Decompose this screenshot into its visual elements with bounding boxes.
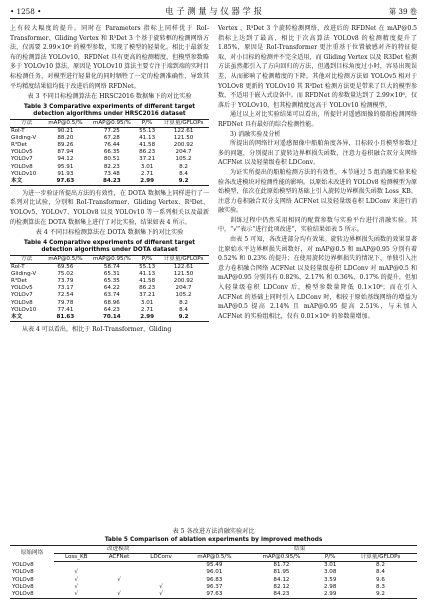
table-cell: 121.50 — [173, 271, 194, 278]
table-cell: 72.54 — [57, 292, 74, 299]
table-cell: 41.58 — [139, 142, 156, 149]
table-cell: YOLOv8 — [12, 562, 34, 569]
table3-caption-en: Table 3 Comparative experiments of different target detection algorithms under HRSC2016 dataset — [23, 103, 196, 118]
right-paragraph-3: 所提出的网络针对遥感图像中船舶角度各异，目标较小且模型参数过多的问题，分别提出了旋转边界框损失函数，注意力卷积融合双分支网络 ACFNet 以及轻量级卷积 LDConv。 — [218, 140, 417, 167]
table5-header-cell: LDConv — [140, 554, 183, 562]
table-cell: 81.72 — [273, 562, 290, 569]
left-paragraph-2: 为进一步验证所提出方法的有效性，在 DOTA 数据集上同样进行了一系列对比试验，分别和 RoI-Transformer、Gliding Vertex、R³Det、YOLOv5、YOLOv7、YOLOv8 以及 YOLOv10 等一系列相关以及最新的检测算法在 DOTA 数据集上进行了对比实验，结果如表 4 所示。 — [10, 189, 209, 226]
table-cell: YOLOv8 — [12, 590, 34, 597]
table-cell: 66.35 — [103, 149, 120, 156]
table-cell: √ — [159, 583, 163, 590]
table-cell: 75.02 — [57, 271, 74, 278]
table-cell: 58.74 — [103, 264, 120, 271]
table5-caption-en: Table 5 Comparison of ablation experiments by improved methods — [104, 536, 323, 543]
table-cell: 37.21 — [139, 156, 156, 163]
table-cell — [98, 584, 139, 591]
table-cell: 65.35 — [103, 278, 120, 285]
table-cell: RoI-T — [11, 128, 25, 135]
table5-group-row — [10, 546, 417, 554]
table-cell: 8.2 — [179, 163, 188, 170]
table-row — [10, 171, 209, 178]
table-cell: 8.2 — [179, 299, 188, 306]
table4-header-cell: 方法 — [10, 255, 43, 263]
table-cell: 90.21 — [57, 128, 74, 135]
table-row — [10, 285, 209, 292]
table-cell: YOLOv8 — [12, 569, 34, 576]
table-cell: 64.22 — [103, 285, 120, 292]
table5-group-result: 结果 — [182, 546, 417, 554]
table5-header-cell: mAP@0.5/% — [182, 554, 246, 562]
table-cell: 80.51 — [103, 156, 120, 163]
table-cell: 81.95 — [273, 569, 290, 576]
table-cell: YOLOv10 — [11, 170, 37, 177]
table-cell: 3.01 — [140, 299, 154, 306]
table-cell: R³Det — [11, 278, 28, 285]
table-cell: 67.28 — [103, 135, 120, 142]
table-cell: 121.50 — [173, 135, 194, 142]
left-paragraph-3: 从表 4 可以看出，相比于 RoI-Transformer、Gliding — [22, 325, 172, 333]
table-row — [10, 142, 209, 149]
table-cell: Gliding-V — [11, 135, 37, 142]
table-cell: 122.61 — [173, 264, 194, 271]
table-row — [10, 264, 209, 272]
table-cell: 84.12 — [273, 576, 290, 583]
header-rule — [10, 18, 417, 19]
table-cell: 88.20 — [57, 135, 74, 142]
table-cell: 97.63 — [206, 590, 223, 597]
table-cell: 8.4 — [179, 306, 188, 313]
table-cell: YOLOv8 — [12, 583, 34, 590]
table3-header-cell: 方法 — [10, 119, 43, 127]
table5-caption-cn: 表 5 各改进方法消融实验对比 — [172, 528, 255, 535]
table-cell: √ — [159, 590, 163, 597]
section-heading-ablation: 3) 消融实验及分析 — [230, 130, 281, 138]
table-cell: YOLOv8 — [11, 163, 33, 170]
table-cell: 2.99 — [140, 177, 155, 184]
table-cell: 2.99 — [323, 590, 337, 597]
table-row — [10, 128, 209, 136]
table-cell: √ — [74, 576, 79, 583]
right-column — [218, 24, 417, 321]
left-paragraph-1: 上有较大幅度的提升。同时在 Parameters 指标上同样优于 RoI-Transformer、Gliding Vertex 和 R³Det 3 个基于旋转框的检测网络方法，仅需要 2.99×10⁶ 的模型参数，实现了模型的轻量化。相比于最新发布的检测算法 YOLOv10，RFDNet 具有更高的检测精度，但模型参数略多于 YOLOv10 算法，原因是 YOLOv10 算法主要专注于端到端的实时目标检测任务，对模型进行轻量化的同时牺牲了一定的检测准确性，导致其平均精度结果值均低于改进后的网络 RFDNet。 — [10, 25, 209, 90]
left-column — [10, 24, 209, 334]
table-row — [10, 591, 417, 599]
table-row — [10, 178, 209, 186]
table-cell: 84.23 — [273, 590, 290, 597]
table-cell: 2.99 — [140, 313, 155, 320]
table-cell: 73.48 — [103, 170, 120, 177]
table-cell: 2.71 — [140, 306, 154, 313]
table-cell: 8.4 — [376, 569, 385, 576]
table-cell: 69.56 — [57, 264, 74, 271]
table3-caption-cn: 表 3 不同目标检测算法在 HRSC2016 数据集下的对比实验 — [27, 93, 192, 101]
table3-header-cell: P/% — [136, 119, 158, 127]
table-cell: 96.37 — [206, 583, 223, 590]
table-cell: 105.2 — [175, 292, 192, 299]
table-cell: √ — [117, 576, 121, 583]
table-cell: 84.23 — [102, 177, 121, 184]
volume-label: 第 39 卷 — [388, 7, 417, 16]
table-cell: 200.92 — [173, 278, 194, 285]
table-cell: 3.01 — [323, 562, 337, 569]
table-cell: 41.13 — [139, 271, 156, 278]
table-cell: 97.63 — [56, 177, 75, 184]
journal-title: 电 子 测 量 与 仪 器 学 报 — [165, 6, 262, 16]
table-cell: 96.83 — [206, 576, 223, 583]
table3-header-row — [10, 119, 209, 127]
right-paragraph-4: 为证实所提出的船舶检测方法的有效性，本节通过 5 组消融实验来检验各改进模块对检测性能的影响。以原始未改进的 YOLOv8 检测模型为原始模型，依次在此原始模型的基础上引入旋转边界框损失函数 Loss_KB，注意力卷积融合双分支网络 ACFNet 以及轻量级卷积 LDConv 来进行消融实验。 — [218, 168, 417, 215]
table-cell: 64.23 — [103, 306, 120, 313]
table-cell: YOLOv5 — [11, 149, 33, 156]
table-cell: 73.17 — [57, 285, 74, 292]
table-cell: 204.7 — [175, 149, 192, 156]
table5-header-cell: P/% — [316, 554, 344, 562]
table-cell: 76.44 — [103, 142, 120, 149]
table-cell: 95.91 — [57, 163, 74, 170]
table5-block — [10, 528, 417, 599]
table-cell: 122.61 — [173, 128, 194, 135]
table-cell: 82.12 — [273, 583, 290, 590]
table-row — [10, 149, 209, 156]
table4-header-row — [10, 255, 209, 263]
table-cell: 73.79 — [57, 278, 74, 285]
table4-header-cell: mAP@0.5/% — [43, 255, 87, 263]
table-cell: 95.49 — [206, 562, 223, 569]
table-cell: 41.58 — [139, 278, 156, 285]
table-cell: 本文 — [11, 177, 23, 184]
table-cell — [140, 577, 183, 584]
table-cell: 70.14 — [102, 313, 121, 320]
table-cell: 3.59 — [323, 576, 337, 583]
table-cell: YOLOv7 — [11, 156, 33, 163]
table-cell: √ — [117, 590, 121, 597]
table-cell: √ — [74, 590, 79, 597]
table-cell: YOLOv8 — [11, 299, 33, 306]
table-row — [10, 271, 209, 278]
table3 — [10, 119, 209, 186]
table-cell: 本文 — [11, 313, 23, 320]
table-row — [10, 577, 417, 584]
table-cell: 79.78 — [57, 299, 74, 306]
table4-caption-cn: 表 4 不同目标检测算法在 DOTA 数据集下的对比实验 — [35, 229, 184, 237]
table4-header-cell: 计算量/GFLOPs — [158, 255, 209, 263]
table-cell: 68.96 — [103, 299, 120, 306]
table-cell: YOLOv7 — [11, 292, 33, 299]
table-row — [10, 278, 209, 285]
table5-header-cell: ACFNet — [98, 554, 139, 562]
table-cell: 3.01 — [140, 163, 154, 170]
table-cell: 81.63 — [56, 313, 75, 320]
table-row — [10, 300, 209, 307]
right-paragraph-5: 训练过程中仍然采用相同的配置参数与实验平台进行消融实验。其中，“√”表示“进行此项改进”，实验结果如表 5 所示。 — [218, 216, 417, 234]
table-cell: 55.13 — [139, 128, 156, 135]
table-cell: 89.26 — [57, 142, 74, 149]
table3-header-cell: 计算量/GFLOPs — [158, 119, 209, 127]
table-cell: RoI-T — [11, 264, 25, 271]
table5-header-base: 原始网络 — [20, 550, 44, 557]
table-row — [10, 164, 209, 171]
table-cell: √ — [74, 583, 79, 590]
right-paragraph-1: Vertex 、R³Det 3 个旋转检测网络，改进后的 RFDNet 在 mAP@0.5 指标上达到了最高，相比于次高算法 YOLOv8 的检测精度提升了 1.85%，原因是 RoI-Transformer 更注重基于位置敏感对齐的特征提取，对小目标的检测并不完全适用，而 Gliding Vertex 以及 R3Det 检测方法虽然都引入了方向回归的方法，但遇到目标角度过小时，容易出现误差，从而影响了检测精度的下降。其他对比检测方法如 YOLOv5 相对于 YOLOv8 更新的 YOLOv10 其 R³Det 检测方法更是带来了巨大的模型参数，不适用于嵌入式设备中。而 RFDNet 的参数量达到了 2.99×10⁶，仅落后于 YOLOv10，但其检测精度远高于 YOLOv10 检测模型。 — [218, 25, 417, 109]
table4-caption-en: Table 4 Comparative experiments of different target detection algorithms under DOTA dataset — [23, 239, 196, 254]
table-cell: 82.23 — [103, 163, 120, 170]
table-row — [10, 584, 417, 591]
table5-header-row — [10, 554, 417, 562]
table5-header-cell: Loss_KB — [54, 554, 98, 562]
table-cell: 2.71 — [140, 170, 154, 177]
table-cell — [98, 562, 139, 570]
table-cell: 3.08 — [323, 569, 337, 576]
table3-header-cell: mAP@0.95/% — [88, 119, 137, 127]
table-cell: 37.21 — [139, 292, 156, 299]
table-cell: 9.6 — [376, 576, 385, 583]
table-cell: 86.23 — [139, 149, 156, 156]
table4 — [10, 255, 209, 322]
table-cell: 105.2 — [175, 156, 192, 163]
right-paragraph-6: 由表 5 可知，各改进部分均有效果。旋转边界框损失函数的效果显著比原始水平边界框损失函数好，对 mAP@0.5 和 mAP@0.95 分别有着 0.52% 和 0.23% 的提升；在使用旋转边界框损失的情况下，单独引入注意力卷积融合网络 ACFNet 以及轻量级卷积 LDConv 对 mAP@0.5 和 mAP@0.95 分别具有 0.82%、2.17% 和 0.36%、0.17% 的提升，但加入轻量级卷积 LDConv 后，模型参数量降低 0.1×10⁶；而在引入 ACFNet 的基础上同时引入 LDConv 时，相较于原始基线网络的增益为 mAP@0.5 提高 2.14% 且 mAP@0.95 提高 2.51%，与未加入 ACFNet 的实验组相比，仅有 0.01×10⁶ 的参数量增加。 — [218, 236, 417, 320]
table-cell: 86.23 — [139, 285, 156, 292]
table4-header-cell: P/% — [136, 255, 158, 263]
table-cell: 8.3 — [376, 583, 385, 590]
table5-header-cell: 计算量/GFLOPs — [344, 554, 417, 562]
right-paragraph-2: 通过以上对比实验结果可以看出，所提针对遥感图像的船舶检测网络 RFDNet 具有最好的综合检测性能。 — [218, 111, 417, 128]
table3-header-cell: mAP@0.5/% — [43, 119, 87, 127]
table-cell: 9.2 — [178, 313, 189, 320]
table-cell: 8.4 — [179, 170, 188, 177]
table-row — [10, 307, 209, 314]
table-cell: 77.41 — [57, 306, 74, 313]
table-cell: 41.13 — [139, 135, 156, 142]
table-row — [10, 292, 209, 299]
table-cell: √ — [74, 569, 79, 576]
table-cell: 91.93 — [57, 170, 74, 177]
running-header — [10, 4, 417, 18]
table-cell — [140, 562, 183, 570]
table-cell: 87.94 — [57, 149, 74, 156]
table5-header-cell: mAP@0.95/% — [246, 554, 316, 562]
page-number: • 1258 • — [10, 7, 42, 16]
table-cell: 9.2 — [376, 590, 385, 597]
table-cell: 204.7 — [175, 285, 192, 292]
table-cell: 96.01 — [206, 569, 223, 576]
table-cell: YOLOv10 — [11, 306, 37, 313]
table5 — [10, 545, 417, 599]
table-cell: Gliding-V — [11, 271, 37, 278]
table4-header-cell: mAP@0.95/% — [88, 255, 137, 263]
table-cell: 2.98 — [323, 583, 337, 590]
table-cell — [98, 569, 139, 576]
table-cell: 63.74 — [103, 292, 120, 299]
table-cell: 94.12 — [57, 156, 74, 163]
table-cell: 65.31 — [103, 271, 120, 278]
table-cell: 8.2 — [376, 562, 385, 569]
table-cell — [140, 569, 183, 576]
table-row — [10, 562, 417, 570]
table-row — [10, 156, 209, 163]
table-row — [10, 314, 209, 322]
table-cell: YOLOv5 — [11, 285, 33, 292]
table-cell: YOLOv8 — [12, 576, 34, 583]
table-row — [10, 569, 417, 576]
table-row — [10, 135, 209, 142]
table-cell: 9.2 — [178, 177, 189, 184]
table5-group-improve: 改进模块 — [54, 546, 182, 554]
table-cell: 55.13 — [139, 264, 156, 271]
table-cell: R³Det — [11, 142, 28, 149]
table-cell: 77.25 — [103, 128, 120, 135]
table-cell: 200.92 — [173, 142, 194, 149]
